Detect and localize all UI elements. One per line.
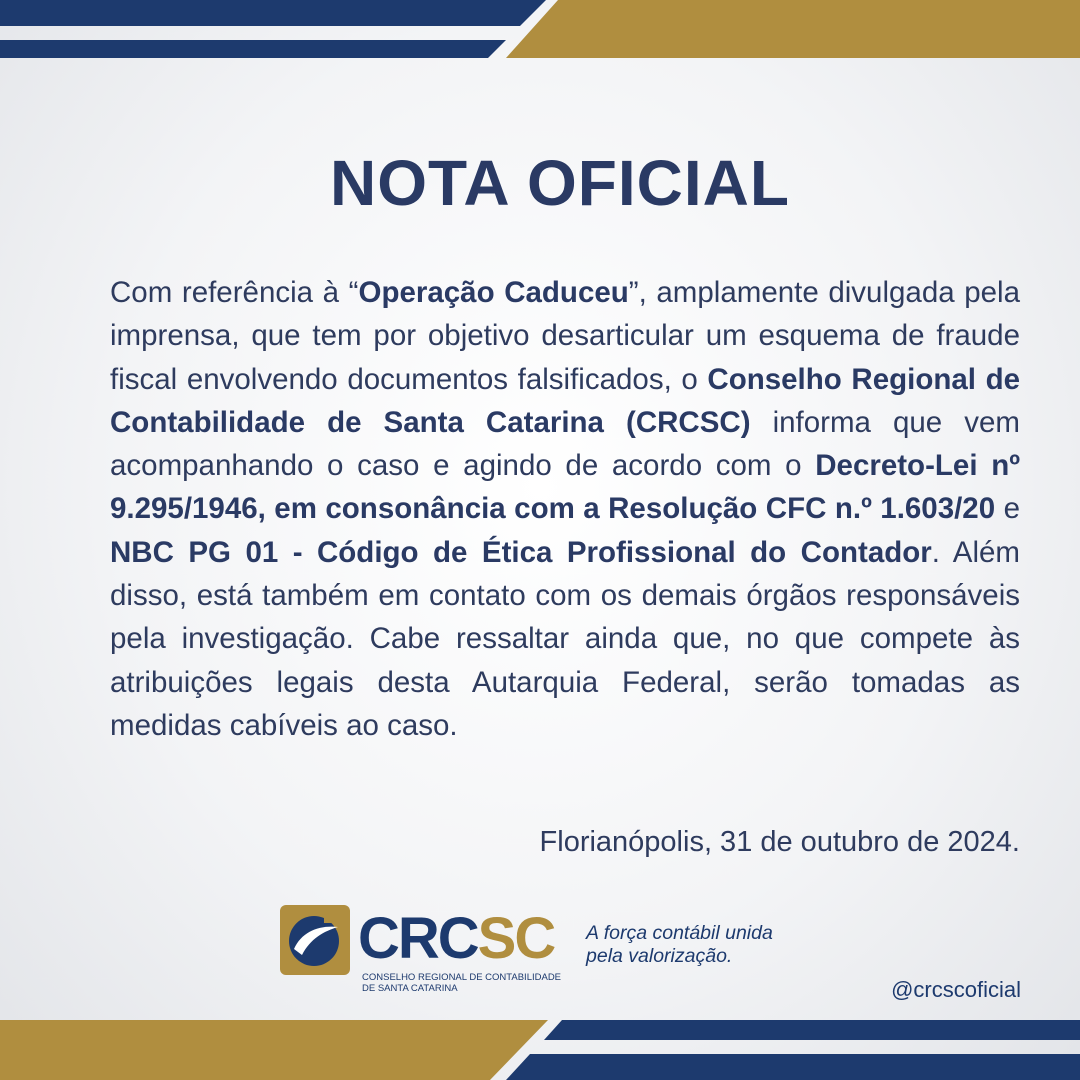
logo-subtitle-line2: DE SANTA CATARINA: [362, 983, 458, 994]
body-bold-nbc: NBC PG 01 - Código de Ética Profissional do Contador: [110, 535, 932, 569]
logo-subtitle-line1: CONSELHO REGIONAL DE CONTABILIDADE: [362, 972, 562, 983]
bottom-navy-band-lower: [506, 1054, 1080, 1080]
bottom-navy-band-upper: [544, 1020, 1080, 1040]
body-text-1: Com referência à “: [110, 276, 359, 309]
logo-crc: CRC: [358, 906, 478, 971]
bottom-gold-band: [0, 1020, 548, 1080]
social-handle: @crcscoficial: [891, 977, 1021, 1002]
body-text-2: ”, amplamente divulgada pela imprensa, que tem por objetivo desarticular um esquema de fraude fiscal envolvendo documentos falsificados, o: [110, 276, 1021, 396]
logo-subtitle: [362, 972, 562, 994]
slogan-line2: pela valorização.: [586, 945, 733, 967]
top-navy-band: [0, 0, 546, 26]
slogan-line1: A força contábil unida: [586, 922, 773, 944]
body-text-5: . Além disso, está também em contato com os demais órgãos responsáveis pela investigação. Cabe ressaltar ainda que, no que compete às atribuições legais desta Autarquia Federal, serão tomadas as medidas cabíveis ao caso.: [110, 535, 1020, 742]
note-body: [110, 271, 1020, 747]
page-title: NOTA OFICIAL: [330, 147, 790, 219]
top-navy-band-lower: [0, 40, 506, 58]
top-gold-band: [506, 0, 1080, 58]
body-bold-council: Conselho Regional de Contabilidade de Santa Catarina (CRCSC): [110, 362, 1020, 439]
logo-sc: SC: [477, 906, 555, 971]
body-bold-operation: Operação Caduceu: [358, 276, 629, 309]
logo-wordmark: [358, 908, 554, 970]
date-line: Florianópolis, 31 de outubro de 2024.: [539, 826, 1020, 858]
crcsc-logo-icon: [280, 905, 350, 975]
body-text-3: informa que vem acompanhando o caso e agindo de acordo com o: [110, 405, 1020, 483]
slogan: [586, 922, 826, 968]
body-bold-decree: Decreto-Lei nº 9.295/1946, em consonância com a Resolução CFC n.º 1.603/20: [110, 449, 1020, 526]
body-text-4: e: [995, 492, 1021, 526]
